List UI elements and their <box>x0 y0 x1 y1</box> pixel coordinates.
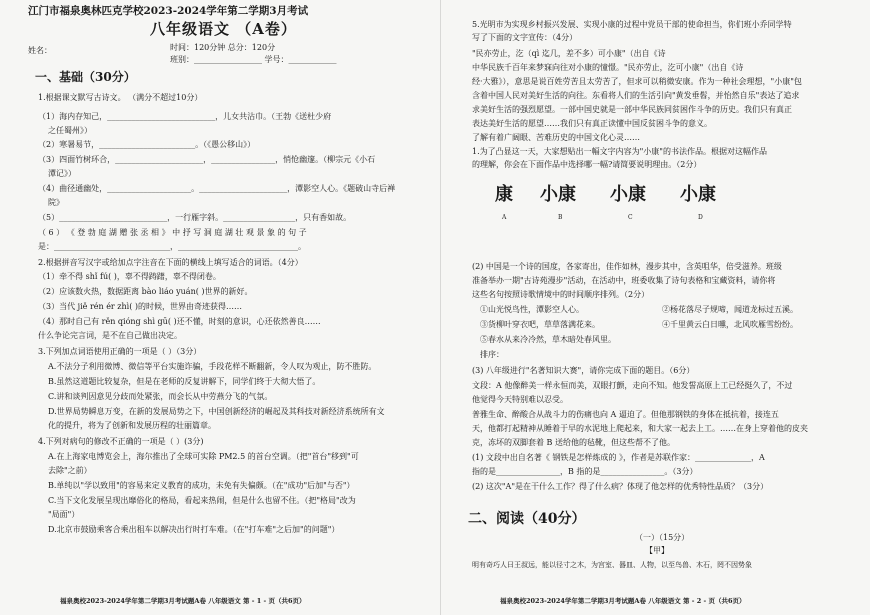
calligraphy-label-c: C <box>628 214 633 221</box>
poem-line-1: ①山光悦鸟性，潭影空人心。 <box>480 305 584 314</box>
reading-jia-label: 【甲】 <box>645 546 669 555</box>
q5-para-4: 含着中国人民对美好生活的向往。东看将人们的生活引向"黄发垂髫，并怡然自乐"表达了追求 <box>472 91 800 100</box>
q5-para-2: 中华民族千百年来梦寐向往对小康的憧憬。"民亦劳止，汔可小康"（出自《诗 <box>472 63 744 72</box>
q1-item-5: （5）___________________________，一行雁字斜。__________________，只有香如故。 <box>38 213 352 222</box>
q2-item-2: （2）应该数火热，数据距离 bào liáo yuán( )世界的新好。 <box>38 287 253 296</box>
q4-option-a: A.在上海家电博览会上，海尔推出了全球可实除 PM2.5 的首台空调。（把"首台"移到"可 <box>48 452 359 461</box>
q5-para-3: 经·大雅》），意思是说百姓劳苦且太劳苦了，但求可以稍微安康。作为一种社会理想，"小康"包 <box>472 77 802 86</box>
q5-sub-3a: 文段：A 他像醉美一样永恒而美，双眼打颤，走向不知。他发誓高原上工已经挺久了，不过 <box>472 381 793 390</box>
q1-item-3: （3）四面竹树环合，______________________，________________，悄怆幽邃。（柳宗元《小石 <box>38 155 376 164</box>
q3-option-a: A.不法分子利用微博、微信等平台实施诈骗，手段花样不断翻新，令人叹为观止，防不胜防。 <box>48 362 377 371</box>
q4-head: 4.下列对病句的修改不正确的一项是（ ）(3分) <box>38 437 204 446</box>
q1-item-4b: 院》 <box>48 198 64 207</box>
name-label: 姓名： <box>28 46 52 55</box>
q5-sub-2c: 这些名句按照诗歌情境中的时间顺序排列。（2分） <box>472 290 650 299</box>
q4-option-a2: 去除"之前） <box>48 466 92 475</box>
q5-sub-3g: 指的是________________，B 指的是________________。（3分） <box>472 467 698 476</box>
q5-sub-3e: 克，冻坏的双脚套着 B 送给他的毡靴，但这些帮不了他。 <box>472 438 675 447</box>
poem-line-2: ②杨花落尽子规啼，闻道龙标过五溪。 <box>662 305 798 314</box>
page-footer-left: 福泉奥校2023-2024学年第二学期3月考试题A卷 八年级语文 第 - 1 - 页（共6页） <box>60 597 306 605</box>
q5-sub-3f: (1) 文段中出自名著《 钢铁是怎样炼成的 》，作者是苏联作家：______________，A <box>472 453 765 462</box>
subject-title: 八年级语文 （A卷） <box>150 20 297 38</box>
q3-head: 3.下列加点词语使用正确的一项是（ ）（3分） <box>38 347 202 356</box>
q5-para-1: "民亦劳止，汔（qì 迄几，差不多）可小康"（出自《诗 <box>472 49 666 58</box>
q3-option-b: B.虽然这道题比较复杂，但是在老师的反复讲解下，同学们终于大彻大悟了。 <box>48 377 321 386</box>
q3-option-c: C.讲和谈判因意见分歧而处紧张，而会长从中劳燕分飞的气氛。 <box>48 392 273 401</box>
q5-sub-2b: 准备举办一期"古诗苑漫步"活动，在活动中，班委收集了诗句表格和宝藏资料，请你将 <box>472 276 776 285</box>
q1-item-1b: 之任蜀州》） <box>48 126 92 135</box>
q5-sub-3h: (2) 这次"A"是在干什么工作？得了什么病？体现了他怎样的优秀特性品质？（3分） <box>472 482 769 491</box>
q1-head: 1.根据课文默写古诗文。 （满分不超过10分） <box>38 93 203 102</box>
q5-sub-2: (2) 中国是一个诗的国度，各家寄出，佳作如林，漫步其中，含英咀华，倍受滋养。班级 <box>472 262 782 271</box>
q4-option-b: B.单纯以"学以致用"的容易来定义教育的成功，未免有失偏颇。（在"成功"后加"与否"） <box>48 481 355 490</box>
q1-item-6b: 是：_____________________________，______________________________。 <box>38 242 306 251</box>
q1-item-1: （1）海内存知己，___________________________，儿女共沾巾。（王勃《送杜少府 <box>38 112 332 121</box>
poem-line-5: ⑤春水从来冷冷然，草木暗处春风里。 <box>480 335 616 344</box>
calligraphy-label-b: B <box>558 214 563 221</box>
reading-one-title: （一）（15分） <box>635 533 690 542</box>
q1-item-4: （4）曲径通幽处，_____________________。______________________，潭影空人心。《题破山寺后禅 <box>38 184 396 193</box>
q1-item-3b: 潭记》） <box>48 169 76 178</box>
q2-item-3: （3）当代 jiě rén ér zhì( )的时候，世界由奇迹获得…… <box>38 302 243 311</box>
calligraphy-b: 小康 <box>540 184 576 205</box>
q5-sub-3c: 普雅生命、醉酸合从战斗力的伤痛也向 A 逼迫了。但他那钢铁的身体在抵抗着，接连五 <box>472 410 779 419</box>
poem-line-4: ④千里黄云白日曛，北风吹雁雪纷纷。 <box>662 320 798 329</box>
calligraphy-label-d: D <box>698 214 703 221</box>
q4-option-d: D.北京市鼓励乘客合乘出租车以解决出行时打车难。（在"打车难"之后加"的问题"） <box>48 525 340 534</box>
class-number: 班别：_________________ 学号：____________ <box>170 55 337 64</box>
section-two-title: 二、阅读（40分） <box>468 511 586 527</box>
q5-para-6: 表达美好生活的愿望……我们只有真正读懂中国反贫困斗争的意义。 <box>472 119 712 128</box>
q2-item-4: （4）那时自己有 rěn qióng shì gū( )还不懂，时刻的意识，心还依然善良…… <box>38 317 321 326</box>
page-two <box>440 0 870 615</box>
reading-text: 明有奇巧人曰王叔远，能以径寸之木，为宫室、器皿、人物，以至鸟兽、木石，罔不因势象 <box>472 561 752 569</box>
q2-head: 2.根据拼音写汉字或给加点字注音在下面的横线上填写适合的词语。（4分） <box>38 258 303 267</box>
q4-option-c2: "局面"） <box>48 510 80 519</box>
q5-sub-1b: 的理解，你会在下面作品中选择哪一幅?请简要说明理由。（2分） <box>472 160 702 169</box>
q5-para-7: 了解有着广阔眼、苦难历史的中国文化心灵…… <box>472 133 640 142</box>
q5-sub-3d: 天，他都打起精神从睡着于早的水泥地上爬起来，和大家一起去上工。……在身上穿着他的皮夹 <box>472 424 808 433</box>
school-title: 江门市福泉奥林匹克学校2023-2024学年第二学期3月考试 <box>28 5 309 17</box>
calligraphy-d: 小康 <box>680 184 716 205</box>
calligraphy-label-a: A <box>502 214 507 221</box>
q2-item-5: 什么争论完言词，是不在自己做出决定。 <box>38 331 182 340</box>
calligraphy-c: 小康 <box>610 184 646 205</box>
q5-sub-1: 1.为了凸显这一天，大家想贴出一幅文字内容为"小康"的书法作品。根据对这幅作品 <box>472 147 767 156</box>
q5-head-2: 写了下面的文字宣传：（4分） <box>472 33 578 42</box>
page-footer-right: 福泉奥校2023-2024学年第二学期3月考试题A卷 八年级语文 第 - 2 - 页（共6页） <box>500 597 746 605</box>
order-label: 排序： <box>480 350 504 359</box>
q2-item-1: （1）牵不得 shǐ fú( )，辜不得踌躇，辜不得闭卷。 <box>38 272 221 281</box>
q5-sub-3: (3) 八年级进行"名著知识大赛"，请你完成下面的题目。（6分） <box>472 366 695 375</box>
q5-sub-3b: 他觉得今天特别难以忍受。 <box>472 395 568 404</box>
q1-item-2: （2）寒暑易节，________________________。（《愚公移山》） <box>38 140 256 149</box>
q5-head: 5.光明市为实现乡村振兴发展、实现小康的过程中党员干部的使命担当，你们班小乔同学特 <box>472 20 792 29</box>
q1-item-6: （ 6 ） 《 登 勃 庭 湖 赠 张 丞 相 》 中 抒 写 洞 庭 湖 壮 观 景 象 的 句 子 <box>38 228 307 237</box>
q3-option-d: D.世界局势瞬息万变，在新的发展局势之下，中国创新经济的崛起及其科技对新经济系统所有文 <box>48 407 385 416</box>
time-score: 时间：120分钟 总分：120分 <box>170 43 276 52</box>
section-one-title: 一、基础（30分） <box>35 70 136 84</box>
calligraphy-a: 康 <box>495 184 513 205</box>
poem-line-3: ③货柳叶穿衣吧，草草落满花来。 <box>480 320 600 329</box>
q5-para-5: 求美好生活的强烈愿望。一部中国史就是一部中华民族同贫困作斗争的历史。我们只有真正 <box>472 105 792 114</box>
q3-option-d2: 化的提升，将为了创新和发展历程的壮丽篇章。 <box>48 421 216 430</box>
q4-option-c: C.当下文化发展呈现出靡俗化的格局，看起来热闹，但是什么也留不住。（把"格局"改为 <box>48 496 356 505</box>
